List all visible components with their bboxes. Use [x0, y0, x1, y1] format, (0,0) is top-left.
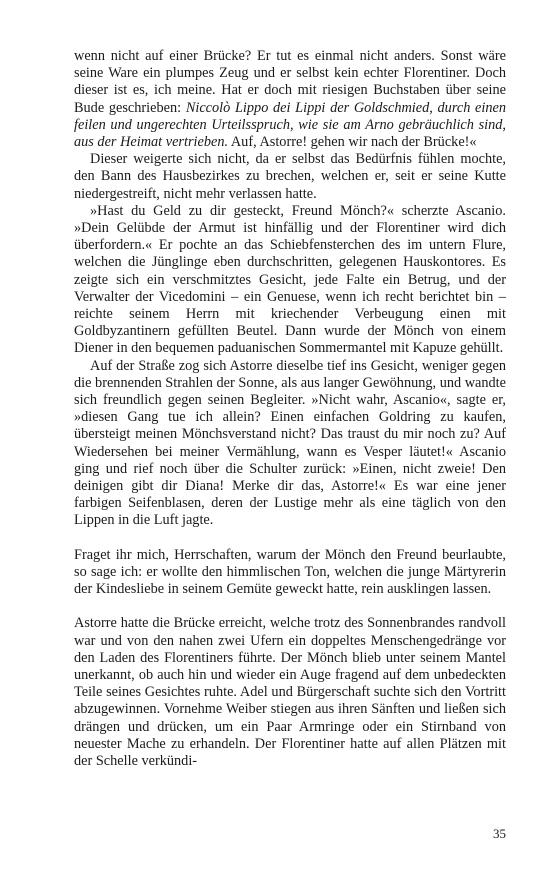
- page-number: 35: [493, 826, 506, 841]
- italic-text-run: Niccolò Lippo dei Lippi der Goldschmied, durch einen feilen und ungerechten Urteilsspruch, wie sie am Arno gebräuchlich sind, aus der Heimat vertrieben.: [74, 99, 507, 151]
- text-run: Astorre hatte die Brücke erreicht, welche trotz des Sonnenbrandes randvoll war und von den nahen zwei Ufern ein doppeltes Menschengedränge vor den Laden des Florentiners führte. Der Mönch blieb unter seinem Mantel unerkannt, ob auch hin und wieder ein Auge fragend auf dem unbedeckten Teile seines Gesichtes ruhte. Adel und Bürgerschaft suchte sich den Vortritt abzugewinnen. Vornehme Weiber stiegen aus ihren Sänften und ließen sich drängen und drücken, um ein Paar Armringe oder ein Stirnband von neuester Mache zu erhandeln. Der Florentiner hatte auf allen Plätzen mit der Schelle verkündi-: [74, 615, 506, 769]
- text-run: »Hast du Geld zu dir gesteckt, Freund Mönch?« scherzte Ascanio. »Dein Gelübde der Armut ist hinfällig und der Florentiner wird dich überfordern.« Er pochte an das Schiebfensterchen des im untern Flure, welchen die Jünglinge eben durchschritten, gelegenen Hauskontores. Es zeigte sich ein verschmitztes Gesicht, jede Falte ein Betrug, und der Verwalter der Vicedomini – ein Genuese, wenn ich recht berichtet bin – reichte seinem Herrn mit kriechender Verbeugung einen mit Goldbyzantinern gefüllten Beutel. Dann wurde der Mönch von einem Diener in den bequemen paduanischen Sommermantel mit Kapuze gehüllt.: [74, 202, 506, 357]
- text-run: Dieser weigerte sich nicht, da er selbst das Bedürfnis fühlen mochte, den Bann des Hausbezirkes zu brechen, welchen er, seit er seine Kutte niedergestreift, nicht mehr verlassen hatte.: [74, 151, 506, 202]
- paragraph: [74, 203, 506, 358]
- paragraph: [74, 358, 506, 530]
- paragraph: [74, 615, 506, 770]
- paragraph: [74, 547, 506, 599]
- paragraph: [74, 48, 506, 151]
- text-run: Auf der Straße zog sich Astorre dieselbe tief ins Gesicht, weniger gegen die brennenden Strahlen der Sonne, als aus langer Gewöhnung, und wandte sich freundlich gegen seinen Begleiter. »Nicht wahr, Ascanio«, sagte er, »diesen Gang tue ich allein? Einen einfachen Goldring zu kaufen, übersteigt meinen Mönchsverstand nicht? Das traust du mir noch zu? Auf Wiedersehen bei meiner Vermählung, wann es Vesper läutet!« Ascanio ging und rief noch über die Schulter zurück: »Einen, nicht zweie! Den deinigen gibt dir Diana! Merke dir das, Astorre!« Es war eine jener farbigen Seifenblasen, deren der Lustige mehr als eine täglich von den Lippen in die Luft jagte.: [74, 357, 506, 529]
- text-run: Auf, Astorre! gehen wir nach der Brücke!«: [228, 134, 477, 151]
- text-run: wenn nicht auf einer Brücke? Er tut es einmal nicht anders. Sonst wäre seine Ware ein plumpes Zeug und er selbst kein echter Florentiner. Doch dieser ist es, ich meine. Hat er doch mit riesigen Buchstaben über seine Bude geschrieben:: [74, 48, 506, 116]
- paragraph: [74, 151, 506, 203]
- body-text: [74, 48, 506, 770]
- text-run: Fraget ihr mich, Herrschaften, warum der Mönch den Freund beurlaubte, so sage ich: er wollte den himmlischen Ton, welchen die junge Märtyrerin der Kindesliebe in seinem Gemüte geweckt hatte, rein ausklingen lassen.: [74, 546, 506, 598]
